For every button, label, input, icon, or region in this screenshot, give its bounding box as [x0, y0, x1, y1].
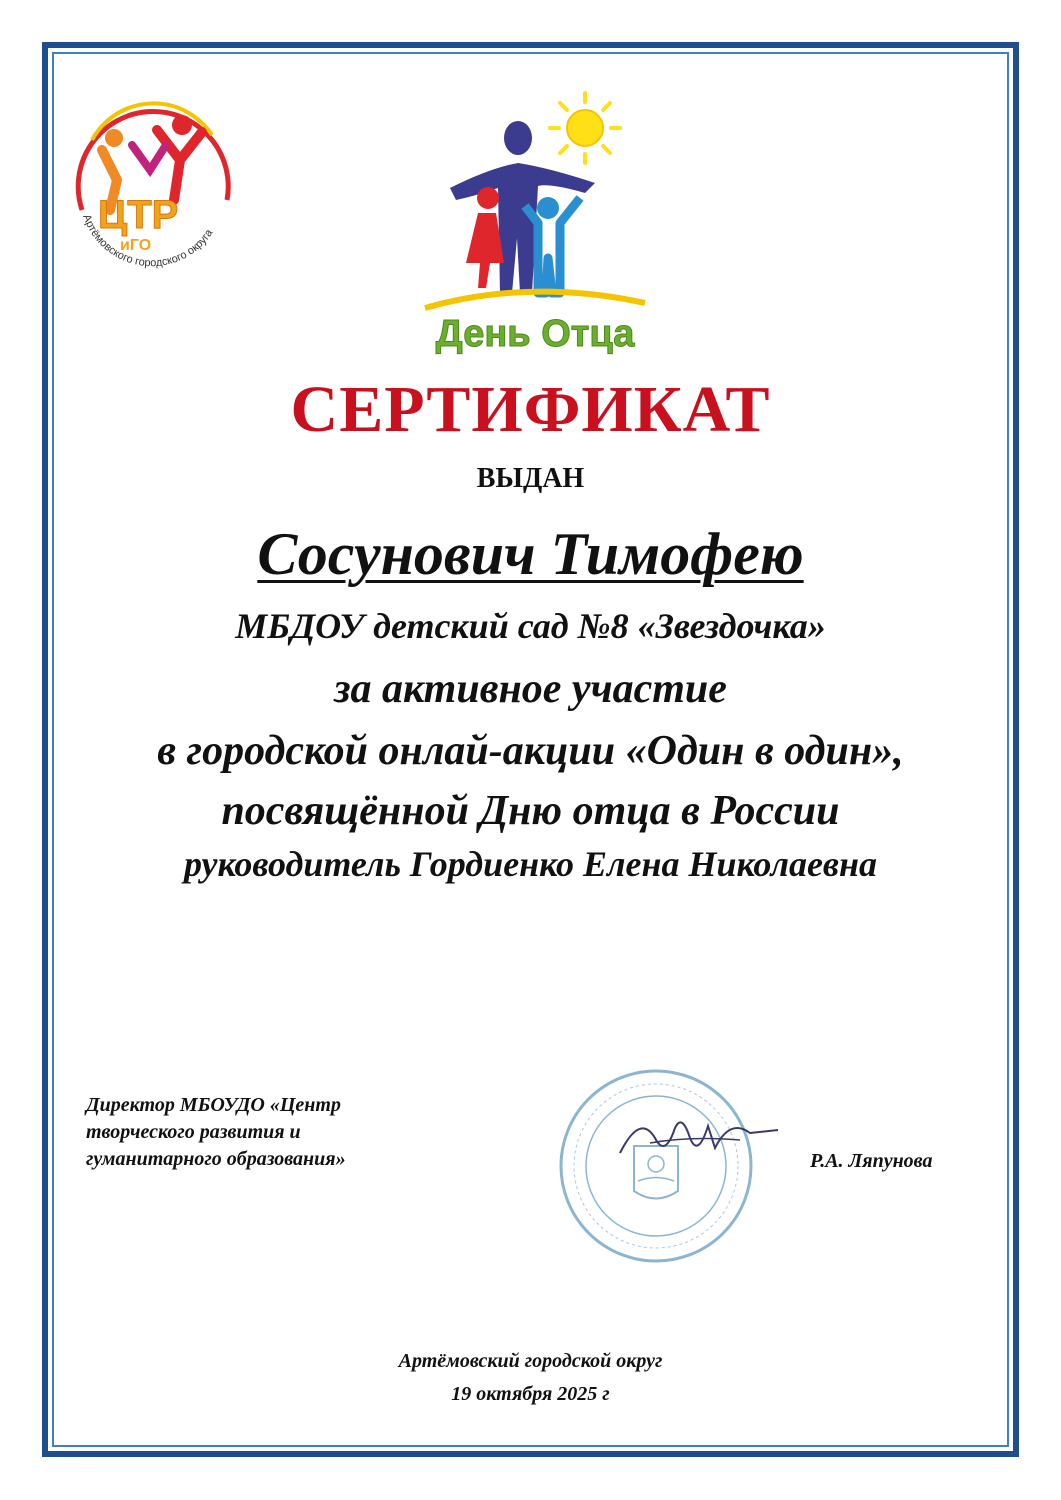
svg-text:День Отца: День Отца	[435, 313, 635, 355]
ctr-igo-logo-icon	[62, 100, 242, 270]
footer-place: Артёмовский городской округ	[398, 1350, 663, 1372]
svg-text:Артёмовского городского округа: Артёмовского городского округа	[80, 212, 216, 270]
issued-label: ВЫДАН	[476, 463, 585, 494]
reason-line-3: посвящённой Дню отца в России	[221, 788, 840, 834]
recipient-name-wrapper	[60, 520, 1001, 589]
supervisor-line: руководитель Гордиенко Елена Николаевна	[183, 844, 878, 884]
signer-name: Р.А. Ляпунова	[810, 1150, 933, 1172]
svg-text:ЦТР: ЦТР	[98, 193, 179, 237]
certificate-title: СЕРТИФИКАТ	[290, 373, 771, 446]
organization-name: МБДОУ детский сад №8 «Звездочка»	[235, 606, 826, 646]
signer-position	[86, 1092, 446, 1173]
signer-position-line: гуманитарного образования»	[86, 1148, 346, 1170]
signer-position-line: Директор МБОУДО «Центр	[86, 1094, 341, 1116]
handwritten-signature-icon	[610, 1108, 780, 1168]
signer-position-line: творческого развития и	[86, 1121, 301, 1143]
fathers-day-logo-icon	[420, 88, 650, 358]
reason-line-1: за активное участие	[334, 666, 727, 712]
footer-date: 19 октября 2025 г	[451, 1383, 610, 1405]
reason-line-2: в городской онлай-акции «Один в один»,	[157, 728, 904, 774]
recipient-name: Сосунович Тимофею	[257, 521, 804, 587]
svg-text:иГО: иГО	[120, 237, 152, 254]
